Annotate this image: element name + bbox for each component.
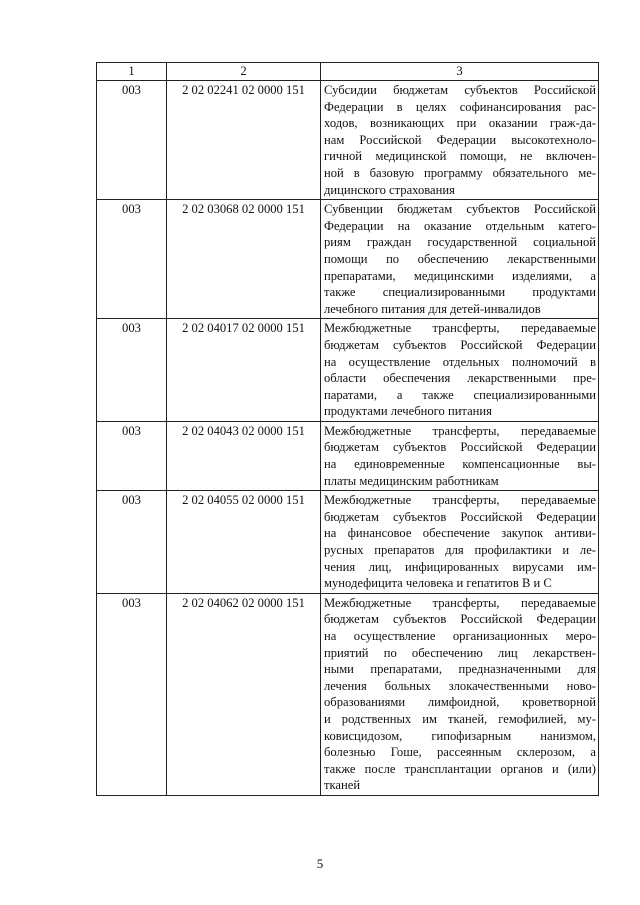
description-line: Субвенции бюджетам субъектов Российской xyxy=(324,202,596,217)
description-line: дицинского страхования xyxy=(324,182,455,197)
budget-codes-table xyxy=(96,62,599,796)
description-line: бюджетам субъектов Российской Федерации xyxy=(324,509,596,524)
row-kbk-cell: 2 02 03068 02 0000 151 xyxy=(167,200,321,319)
row-description-cell xyxy=(321,319,599,422)
table-row xyxy=(97,491,599,594)
column-header-1: 1 xyxy=(97,63,167,81)
column-header-2: 2 xyxy=(167,63,321,81)
description-line: ной в базовую программу обязательного ме- xyxy=(324,165,596,180)
description-line: риям граждан государственной социальной xyxy=(324,235,596,250)
description-line: бюджетам субъектов Российской Федерации xyxy=(324,612,596,627)
row-description-cell xyxy=(321,200,599,319)
row-kbk-cell: 2 02 04055 02 0000 151 xyxy=(167,491,321,594)
table-row xyxy=(97,593,599,795)
description-line: на единовременные компенсационные вы- xyxy=(324,457,596,472)
description-line: тканей xyxy=(324,778,361,793)
description-line: мунодефицита человека и гепатитов B и C xyxy=(324,576,552,591)
description-line: лечения больных злокачественными ново- xyxy=(324,678,596,693)
description-line: приятий по обеспечению лиц лекарствен- xyxy=(324,645,596,660)
description-line: области обеспечения лекарственными пре- xyxy=(324,371,596,386)
description-line: чения лиц, инфицированных вирусами им- xyxy=(324,559,596,574)
description-line: образованиями лимфоидной, кроветворной xyxy=(324,695,596,710)
row-code-cell: 003 xyxy=(97,81,167,200)
description-line: нам Российской Федерации высокотехноло- xyxy=(324,132,596,147)
description-line: бюджетам субъектов Российской Федерации xyxy=(324,440,596,455)
row-description-cell xyxy=(321,593,599,795)
description-line: также специализированными продуктами xyxy=(324,285,596,300)
description-line: бюджетам субъектов Российской Федерации xyxy=(324,337,596,352)
description-line: помощи по обеспечению лекарственными xyxy=(324,251,596,266)
description-line: на осуществление отдельных полномочий в xyxy=(324,354,596,369)
description-line: препаратами, медицинскими изделиями, а xyxy=(324,268,596,283)
description-line: на финансовое обеспечение закупок антиви- xyxy=(324,526,596,541)
row-code-cell: 003 xyxy=(97,319,167,422)
description-line: болезнью Гоше, рассеянным склерозом, а xyxy=(324,745,596,760)
description-line: также после трансплантации органов и (или) xyxy=(324,761,596,776)
row-description-cell xyxy=(321,421,599,490)
description-line: Федерации на оказание отдельным катего- xyxy=(324,218,596,233)
description-line: лечебного питания для детей-инвалидов xyxy=(324,301,541,316)
description-line: паратами, а также специализированными xyxy=(324,387,596,402)
description-line: гичной медицинской помощи, не включен- xyxy=(324,149,596,164)
row-kbk-cell: 2 02 04043 02 0000 151 xyxy=(167,421,321,490)
table-row xyxy=(97,319,599,422)
row-kbk-cell: 2 02 04017 02 0000 151 xyxy=(167,319,321,422)
description-line: ходов, возникающих при оказании граж-да- xyxy=(324,116,596,131)
description-line: и родственных им тканей, гемофилией, му- xyxy=(324,711,596,726)
description-line: Межбюджетные трансферты, передаваемые xyxy=(324,493,596,508)
table-row xyxy=(97,81,599,200)
row-kbk-cell: 2 02 04062 02 0000 151 xyxy=(167,593,321,795)
table-header-row xyxy=(97,63,599,81)
description-line: платы медицинским работникам xyxy=(324,473,499,488)
row-code-cell: 003 xyxy=(97,200,167,319)
description-line: ковисцидозом, гипофизарным нанизмом, xyxy=(324,728,596,743)
row-code-cell: 003 xyxy=(97,593,167,795)
description-line: Межбюджетные трансферты, передаваемые xyxy=(324,595,596,610)
table-row xyxy=(97,200,599,319)
column-header-3: 3 xyxy=(321,63,599,81)
description-line: русных препаратов для профилактики и ле- xyxy=(324,543,596,558)
row-description-cell xyxy=(321,491,599,594)
row-code-cell: 003 xyxy=(97,421,167,490)
page-number: 5 xyxy=(316,856,324,871)
description-line: ными препаратами, предназначенными для xyxy=(324,662,596,677)
row-code-cell: 003 xyxy=(97,491,167,594)
description-line: продуктами лечебного питания xyxy=(324,404,492,419)
description-line: Межбюджетные трансферты, передаваемые xyxy=(324,321,596,336)
row-kbk-cell: 2 02 02241 02 0000 151 xyxy=(167,81,321,200)
row-description-cell xyxy=(321,81,599,200)
description-line: на осуществление организационных меро- xyxy=(324,629,596,643)
table-body xyxy=(97,81,599,796)
description-line: Федерации в целях софинансирования рас- xyxy=(324,99,596,114)
table-row xyxy=(97,421,599,490)
description-line: Субсидии бюджетам субъектов Российской xyxy=(324,83,596,97)
description-line: Межбюджетные трансферты, передаваемые xyxy=(324,423,596,438)
